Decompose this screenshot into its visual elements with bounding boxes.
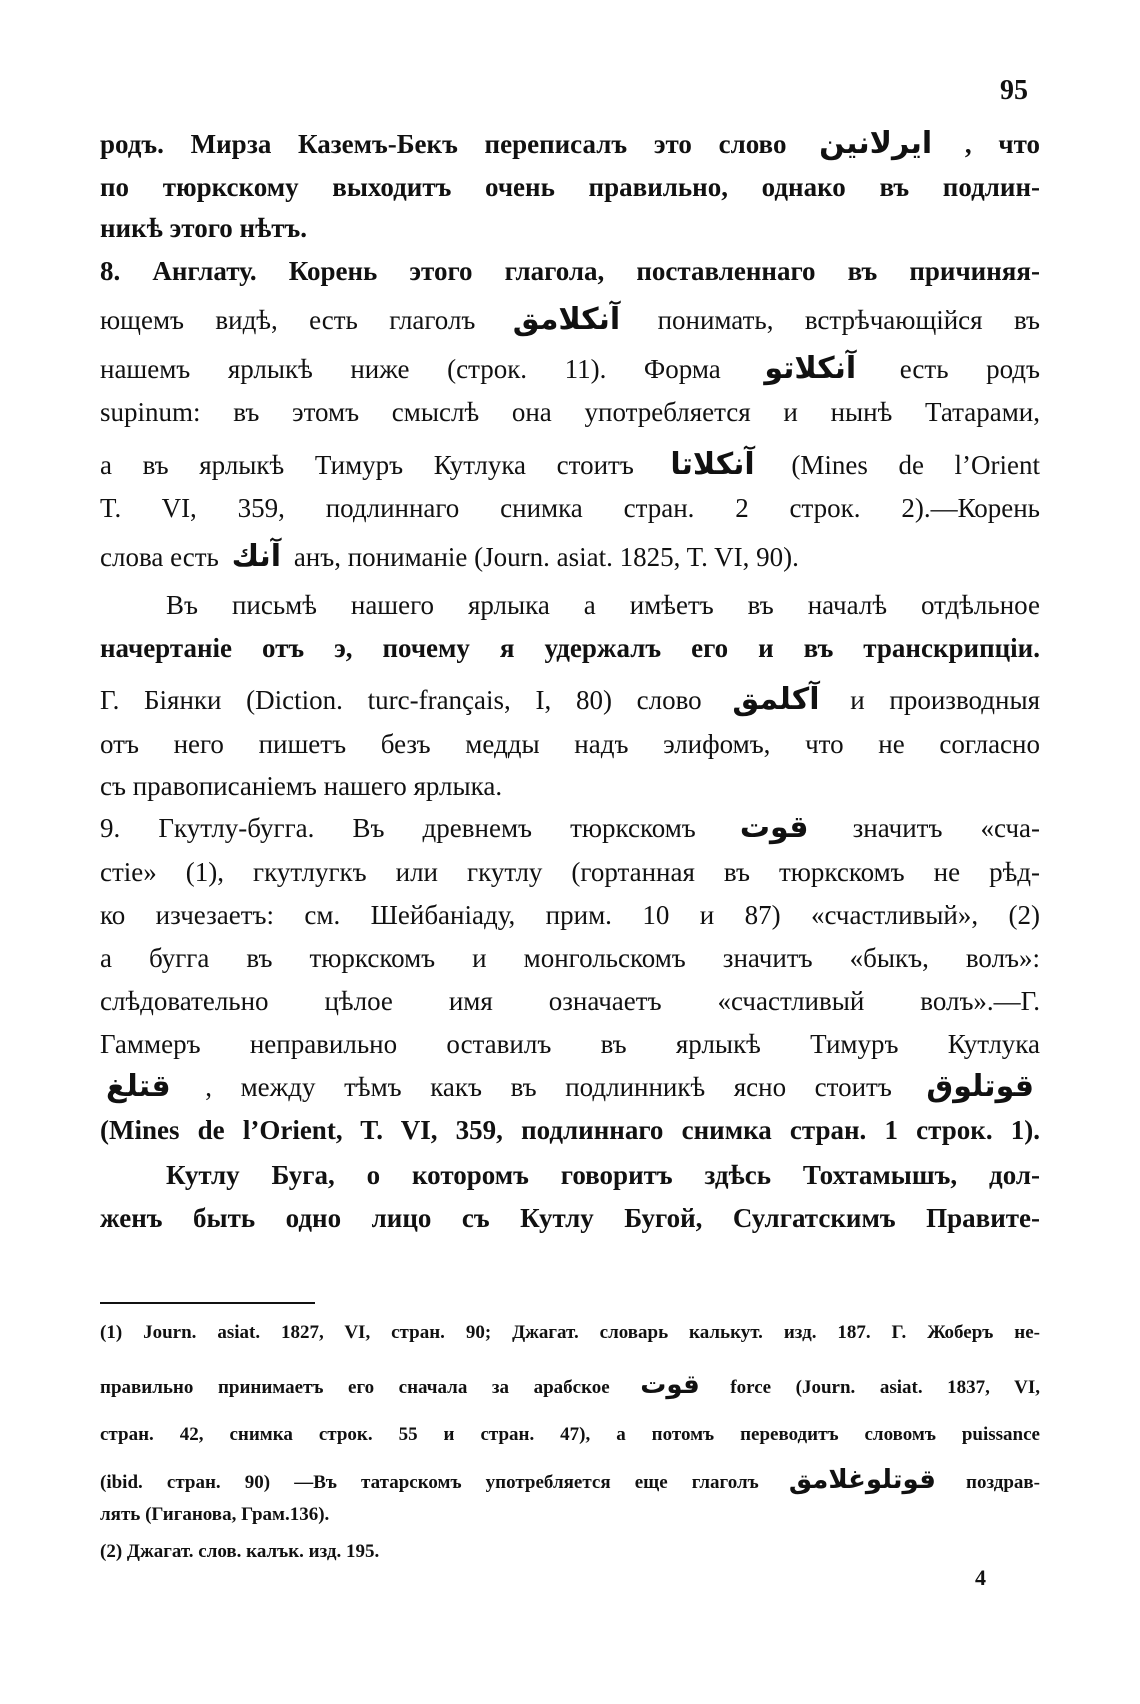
text: ющемъ видѣ, есть глаголъ [100, 305, 476, 335]
body-line-13 [100, 683, 1040, 717]
body-line-5 [100, 303, 1040, 337]
arabic-word: آكلمق [732, 682, 820, 717]
footnote-rule [100, 1302, 315, 1304]
body-line-19: а бугга въ тюркскомъ и монгольскомъ значитъ «быкъ, волъ»: [100, 943, 1040, 973]
text: Г. Біянки (Diction. turc-français, I, 80) слово [100, 685, 702, 715]
body-line-2: по тюркскому выходитъ очень правильно, однако въ подлин- [100, 172, 1040, 202]
arabic-word: قتلغ [106, 1069, 171, 1104]
text: правильно принимаетъ его сначала за арабское [100, 1377, 610, 1398]
body-line-21: Гаммеръ неправильно оставилъ въ ярлыкѣ Тимуръ Кутлука [100, 1029, 1040, 1059]
footnote-line-1: (1) Journ. asiat. 1827, VI, стран. 90; Джагат. словарь калькут. изд. 187. Г. Жоберъ не- [100, 1322, 1040, 1343]
body-line-17: стіе» (1), гкутлугкъ или гкутлу (гортанная въ тюркскомъ не рѣд- [100, 857, 1040, 887]
arabic-word: قوتلوق [926, 1069, 1035, 1104]
text: родъ. Мирза Каземъ-Бекъ переписалъ это слово [100, 129, 787, 159]
footnote-line-2 [100, 1372, 1040, 1401]
text: значитъ «сча- [852, 813, 1041, 843]
body-line-11: Въ письмѣ нашего ярлыка а имѣетъ въ началѣ отдѣльное [166, 590, 1040, 620]
body-line-10 [100, 540, 1040, 574]
body-line-12: начертаніе отъ э, почему я удержалъ его и въ транскрипціи. [100, 633, 1040, 663]
text: и производныя [850, 685, 1041, 715]
body-line-23: (Mines de l’Orient, T. VI, 359, подлиннаго снимка стран. 1 строк. 1). [100, 1115, 1040, 1145]
text: force (Journ. asiat. 1837, VI, [730, 1377, 1040, 1398]
footnote-line-6: (2) Джагат. слов. калък. изд. 195. [100, 1541, 380, 1562]
text: понимать, встрѣчающійся въ [657, 305, 1041, 335]
body-line-25: женъ быть одно лицо съ Кутлу Бугой, Сулгатскимъ Правите- [100, 1203, 1040, 1233]
text: 9. Гкутлу-бугга. Въ древнемъ тюркскомъ [100, 813, 696, 843]
body-line-9: T. VI, 359, подлиннаго снимка стран. 2 строк. 2).—Корень [100, 493, 1040, 523]
text: а въ ярлыкѣ Тимуръ Кутлука стоитъ [100, 450, 634, 480]
text: нашемъ ярлыкѣ ниже (строк. 11). Форма [100, 354, 721, 384]
text: , что [964, 129, 1041, 159]
arabic-word: قوت [739, 810, 809, 845]
text: (ibid. стран. 90) —Въ татарскомъ употребляется еще глаголъ [100, 1472, 759, 1493]
arabic-word: قوت [640, 1370, 700, 1400]
body-line-24: Кутлу Буга, о которомъ говоритъ здѣсь Тохтамышъ, дол- [166, 1160, 1040, 1190]
signature-mark: 4 [975, 1565, 986, 1590]
footnote-line-4 [100, 1467, 1040, 1496]
text: поздрав- [966, 1472, 1041, 1493]
body-line-3: никѣ этого нѣтъ. [100, 213, 308, 243]
arabic-word: آنك [231, 539, 282, 574]
body-line-16 [100, 811, 1040, 845]
body-line-14: отъ него пишетъ безъ медды надъ элифомъ, что не согласно [100, 729, 1040, 759]
footnote-line-5: лять (Гиганова, Грам.136). [100, 1504, 330, 1525]
arabic-word: ايرلانين [819, 126, 933, 161]
arabic-word: قوتلوغلامق [788, 1465, 936, 1495]
body-line-20: слѣдовательно цѣлое имя означаетъ «счастливый волъ».—Г. [100, 986, 1040, 1016]
body-line-22 [100, 1070, 1040, 1104]
body-line-6 [100, 352, 1040, 386]
body-line-7: supinum: въ этомъ смыслѣ она употребляется и нынѣ Татарами, [100, 397, 1040, 427]
arabic-word: آنكلاتو [764, 351, 857, 386]
page-number: 95 [1000, 75, 1028, 106]
body-line-8 [100, 448, 1040, 482]
text: анъ, пониманіе (Journ. asiat. 1825, T. VI, 90). [293, 542, 799, 572]
footnote-line-3: стран. 42, снимка строк. 55 и стран. 47), а потомъ переводитъ словомъ puissance [100, 1424, 1040, 1445]
arabic-word: آنكلامق [512, 302, 621, 337]
text: есть родъ [899, 354, 1041, 384]
body-line-18: ко изчезаетъ: см. Шейбаніаду, прим. 10 и 87) «счастливый», (2) [100, 900, 1040, 930]
arabic-word: آنكلاتا [670, 447, 755, 482]
body-line-1 [100, 127, 1040, 161]
text: (Mines de l’Orient [791, 450, 1041, 480]
body-line-15: съ правописаніемъ нашего ярлыка. [100, 771, 503, 801]
body-line-4: 8. Англату. Корень этого глагола, поставленнаго въ причиняя- [100, 256, 1040, 286]
text: слова есть [100, 542, 219, 572]
text: , между тѣмъ какъ въ подлинникѣ ясно стоитъ [205, 1072, 892, 1102]
